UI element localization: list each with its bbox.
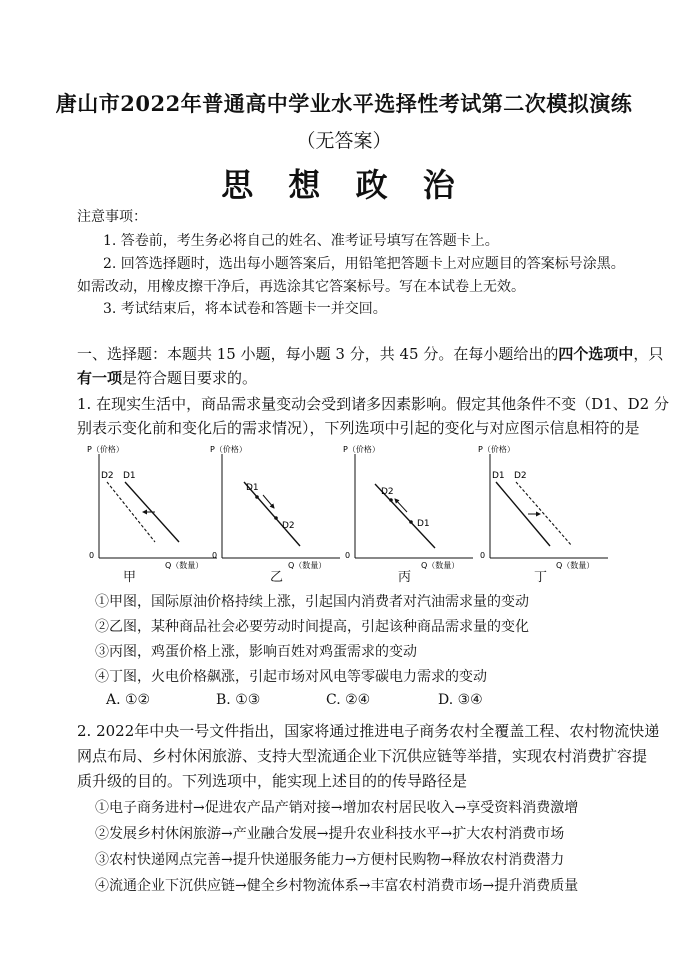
q2-option-3: ③农村快递网点完善→提升快递服务能力→方便村民购物→释放农村消费潜力: [95, 852, 565, 868]
q1-option-4: ④丁图，火电价格飙涨，引起市场对风电等零碳电力需求的变动: [95, 669, 487, 685]
q2-option-2: ②发展乡村休闲旅游→产业融合发展→提升农业科技水平→扩大农村消费市场: [95, 826, 565, 842]
notice-item-3: 3. 考试结束后，将本试卷和答题卡一并交回。: [103, 301, 387, 317]
axis-y-label: P（价格）: [343, 445, 380, 454]
q2-stem-line2: 网点布局、乡村休闲旅游、支持大型流通企业下沉供应链等举措，实现农村消费扩容提: [77, 747, 648, 765]
origin-label: 0: [212, 551, 218, 560]
origin-label: 0: [480, 551, 486, 560]
notice-item-2-cont: 如需改动，用橡皮擦干净后，再选涂其它答案标号。写在本试卷上无效。: [77, 279, 525, 295]
q1-graph-bing: [341, 442, 476, 582]
q1-graph-ding: [476, 442, 611, 582]
notice-item-1: 1. 答卷前，考生务必将自己的姓名、准考证号填写在答题卡上。: [103, 233, 499, 249]
origin-label: 0: [345, 551, 351, 560]
graph-name-yi: 乙: [270, 570, 284, 585]
q1-option-2: ②乙图，某种商品社会必要劳动时间提高，引起该种商品需求量的变化: [95, 619, 529, 635]
q1-graph-yi: [208, 442, 343, 582]
curve-d2: [516, 482, 572, 546]
q1-option-3: ③丙图，鸡蛋价格上涨，影响百姓对鸡蛋需求的变动: [95, 644, 417, 660]
exam-title: 唐山市2022年普通高中学业水平选择性考试第二次模拟演练: [55, 91, 633, 116]
q1-choice-a: A. ①②: [106, 692, 151, 708]
origin-label: 0: [89, 551, 95, 560]
graph-name-jia: 甲: [123, 570, 137, 585]
axis-x-label: Q（数量）: [421, 561, 460, 570]
graph-name-ding: 丁: [534, 570, 548, 585]
curve-d1: [496, 482, 550, 546]
point-d2: [389, 498, 393, 502]
q1-option-1: ①甲图，国际原油价格持续上涨，引起国内消费者对汽油需求量的变动: [95, 594, 529, 610]
curve-label-d2: D2: [282, 521, 295, 531]
axis-y-label: P（价格）: [87, 445, 124, 454]
exam-subtitle: （无答案）: [296, 130, 392, 152]
move-arrow: [395, 499, 407, 512]
axis-y-label: P（价格）: [210, 445, 247, 454]
curve-label-d2: D2: [101, 471, 114, 481]
notice-item-2: 2. 回答选择题时，选出每小题答案后，用铅笔把答题卡上对应题目的答案标号涂黑。: [103, 256, 625, 272]
axis-x-label: Q（数量）: [288, 561, 327, 570]
graph-name-bing: 丙: [398, 570, 412, 585]
point-d1: [409, 520, 413, 524]
q1-stem-line1: 1. 在现实生活中，商品需求量变动会受到诸多因素影响。假定其他条件不变（D1、D2 分: [77, 395, 669, 413]
subject-title: 思 想 政 治: [221, 166, 467, 204]
q1-stem-line2: 别表示变化前和变化后的需求情况），下列选项中引起的变化与对应图示信息相符的是: [77, 419, 640, 437]
q1-choice-b: B. ①③: [216, 692, 261, 708]
curve-label-d2: D2: [514, 471, 527, 481]
section-heading-line2: 有一项是符合题目要求的。: [77, 369, 258, 387]
axis-x-label: Q（数量）: [165, 561, 204, 570]
curve-label-d1: D1: [417, 519, 430, 529]
q2-stem-line1: 2. 2022年中央一号文件指出，国家将通过推进电子商务农村全覆盖工程、农村物流快递: [77, 722, 660, 740]
q2-option-4: ④流通企业下沉供应链→健全乡村物流体系→丰富农村消费市场→提升消费质量: [95, 878, 579, 894]
q1-graph-jia: [85, 442, 220, 582]
q2-option-1: ①电子商务进村→促进农产品产销对接→增加农村居民收入→享受资料消费激增: [95, 800, 579, 816]
point-d2: [274, 516, 278, 520]
curve-label-d1: D1: [246, 483, 259, 493]
notice-heading: 注意事项：: [77, 209, 147, 225]
axis-x-label: Q（数量）: [556, 561, 595, 570]
q2-stem-line3: 质升级的目的。下列选项中，能实现上述目的的传导路径是: [77, 772, 468, 790]
curve-label-d1: D1: [123, 471, 136, 481]
axis-y-label: P（价格）: [478, 445, 515, 454]
section-heading-line1: 一、选择题：本题共 15 小题，每小题 3 分，共 45 分。在每小题给出的四个选项中，只: [77, 345, 664, 363]
curve-label-d1: D1: [492, 471, 505, 481]
q1-choice-c: C. ②④: [326, 692, 371, 708]
q1-choice-d: D. ③④: [438, 692, 483, 708]
curve-label-d2: D2: [381, 487, 394, 497]
point-d1: [255, 495, 259, 499]
